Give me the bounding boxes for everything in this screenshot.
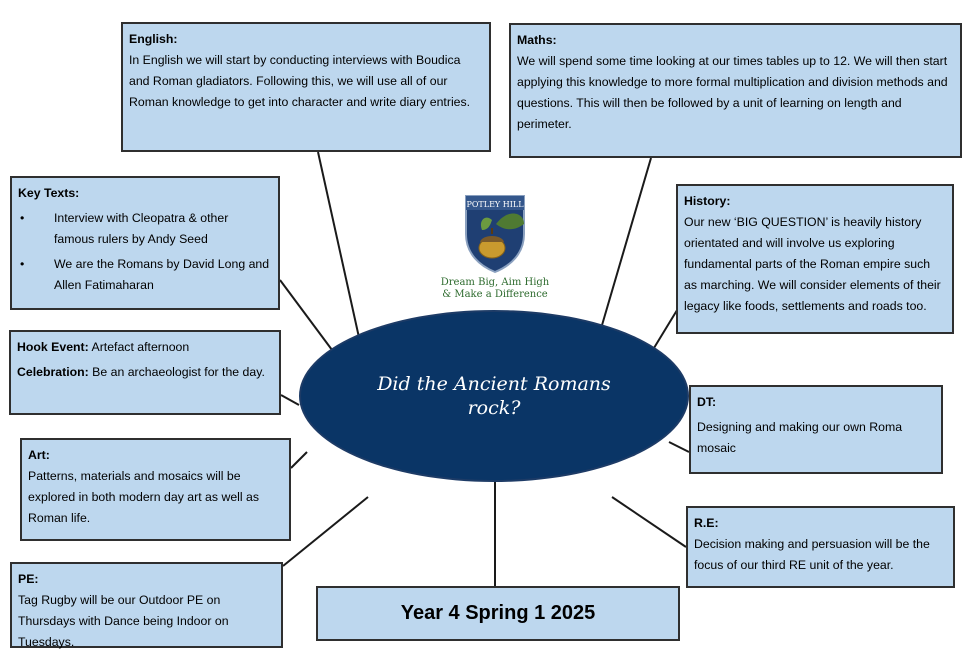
hook-event-text: Artefact afternoon <box>88 340 190 354</box>
art-heading: Art: <box>28 448 50 462</box>
re-box <box>686 506 955 588</box>
pe-text: Tag Rugby will be our Outdoor PE on Thursdays with Dance being Indoor on Tuesdays. <box>18 593 229 649</box>
school-crest-icon <box>420 190 570 276</box>
history-box <box>676 184 954 334</box>
maths-text: We will spend some time looking at our times tables up to 12. We will then start applying this knowledge to more formal multiplication and division methods and questions. This will then be followed by a unit of learning on length and perimeter. <box>517 54 948 131</box>
key-texts-box <box>10 176 280 310</box>
line-dt <box>669 442 689 452</box>
line-pe <box>283 497 368 566</box>
key-texts-heading: Key Texts: <box>18 186 80 200</box>
logo-name: POTLEY HILL <box>466 200 524 209</box>
celebration-text: Be an archaeologist for the day. <box>88 365 265 379</box>
key-text-item: • We are the Romans by David Long and Allen Fatimaharan <box>18 254 272 296</box>
maths-heading: Maths: <box>517 33 557 47</box>
art-box <box>20 438 291 541</box>
art-text: Patterns, materials and mosaics will be explored in both modern day art as well as Roman life. <box>28 469 260 525</box>
central-question: Did the Ancient Romans rock? <box>377 373 611 419</box>
key-texts-list <box>18 208 272 296</box>
central-question-ellipse <box>299 310 689 482</box>
maths-box <box>509 23 962 158</box>
re-heading: R.E: <box>694 516 719 530</box>
pe-box <box>10 562 283 648</box>
motto-line-1: Dream Big, Aim High <box>440 277 550 288</box>
pe-heading: PE: <box>18 572 39 586</box>
english-heading: English: <box>129 32 178 46</box>
dt-text: Designing and making our own Roma mosaic <box>697 420 903 455</box>
motto-line-2: & Make a Difference <box>442 289 548 300</box>
hook-event-line <box>17 337 273 358</box>
english-box <box>121 22 491 152</box>
school-logo <box>420 190 570 308</box>
page-title: Year 4 Spring 1 2025 <box>400 602 596 624</box>
line-re <box>612 497 686 547</box>
hook-event-label: Hook Event: <box>17 340 89 354</box>
english-text: In English we will start by conducting interviews with Boudica and Roman gladiators. Following this, we will use all of our Roman knowledge to get into character and write diary entries. <box>129 53 471 109</box>
line-art <box>291 452 307 468</box>
dt-box <box>689 385 943 474</box>
logo-motto <box>420 277 570 301</box>
line-key-texts <box>280 280 338 358</box>
re-text: Decision making and persuasion will be the focus of our third RE unit of the year. <box>694 537 930 572</box>
dt-heading: DT: <box>697 395 717 409</box>
celebration-line <box>17 362 273 383</box>
hook-event-box <box>9 330 281 415</box>
line-english <box>318 152 360 342</box>
history-text: Our new ‘BIG QUESTION’ is heavily history orientated and will involve us exploring fundamental parts of the Roman empire such as marching. We will consider elements of their legacy like foods, settlements and roads too. <box>684 215 941 313</box>
celebration-label: Celebration: <box>17 365 89 379</box>
line-hook <box>281 395 299 405</box>
page-title-box <box>316 586 680 641</box>
history-heading: History: <box>684 194 731 208</box>
line-maths <box>600 158 651 332</box>
key-text-item: • Interview with Cleopatra & other famous rulers by Andy Seed <box>18 208 272 250</box>
